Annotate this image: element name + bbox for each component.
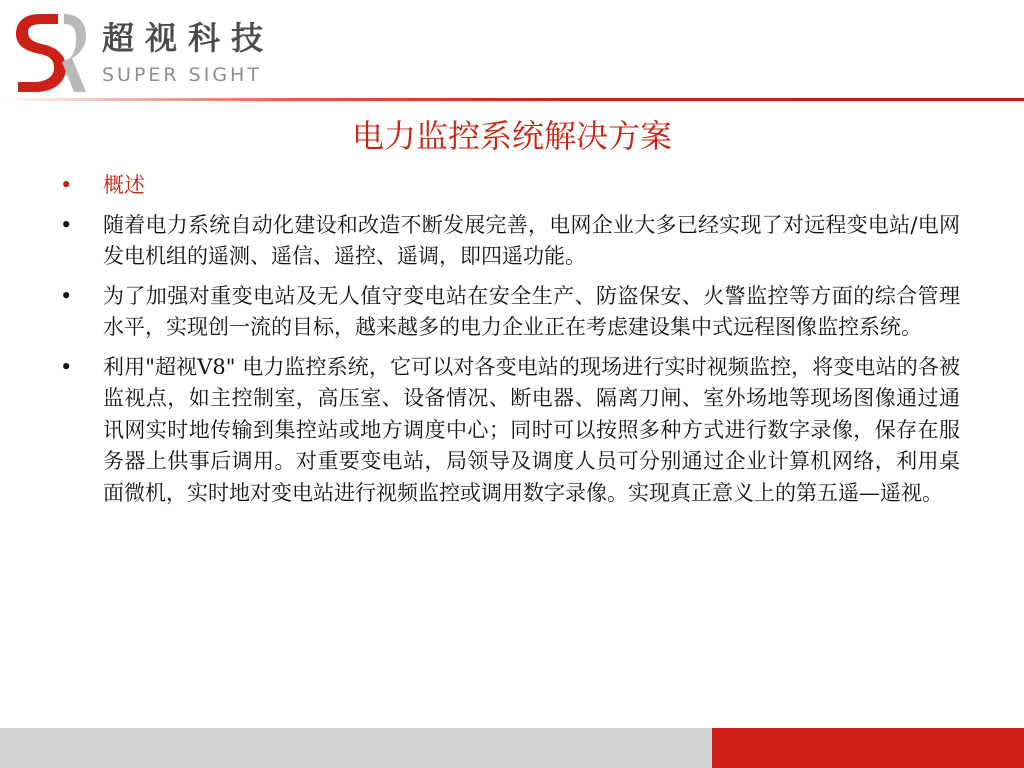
bullet-dot-icon: • (60, 212, 73, 237)
bullet-item-overview (60, 170, 960, 202)
bullet-item (60, 281, 960, 344)
bullet-dot-icon: • (60, 173, 73, 197)
bullet-dot-icon: • (60, 283, 73, 308)
brand-name-chinese: 超视科技 (102, 19, 275, 57)
bullet-list (60, 170, 960, 517)
bullet-text: 随着电力系统自动化建设和改造不断发展完善，电网企业大多已经实现了对远程变电站/电网发电机组的遥测、遥信、遥控、遥调，即四遥功能。 (103, 212, 960, 268)
footer-bar-gray (0, 728, 712, 768)
bullet-text: 利用"超视V8" 电力监控系统，它可以对各变电站的现场进行实时视频监控，将变电站的各被监视点，如主控制室，高压室、设备情况、断电器、隔离刀闸、室外场地等现场图像通过通讯网实时地传输到集控站或地方调度中心；同时可以按照多种方式进行数字录像，保存在服务器上供事后调用。对重要变电站，局领导及调度人员可分别通过企业计算机网络，利用桌面微机，实时地对变电站进行视频监控或调用数字录像。实现真正意义上的第五遥—遥视。 (103, 354, 960, 505)
company-logo (10, 8, 310, 98)
bullet-text: 为了加强对重变电站及无人值守变电站在安全生产、防盗保安、火警监控等方面的综合管理水平，实现创一流的目标，越来越多的电力企业正在考虑建设集中式远程图像监控系统。 (103, 283, 960, 339)
footer-bar-red (712, 728, 1024, 768)
bullet-text: 概述 (103, 173, 145, 197)
header-divider (0, 98, 1024, 101)
brand-name-english: SUPER SIGHT (102, 64, 262, 86)
bullet-dot-icon: • (60, 354, 73, 379)
bullet-item (60, 352, 960, 510)
bullet-item (60, 210, 960, 273)
super-sight-logo-mark (10, 8, 90, 94)
slide-title: 电力监控系统解决方案 (351, 117, 672, 155)
